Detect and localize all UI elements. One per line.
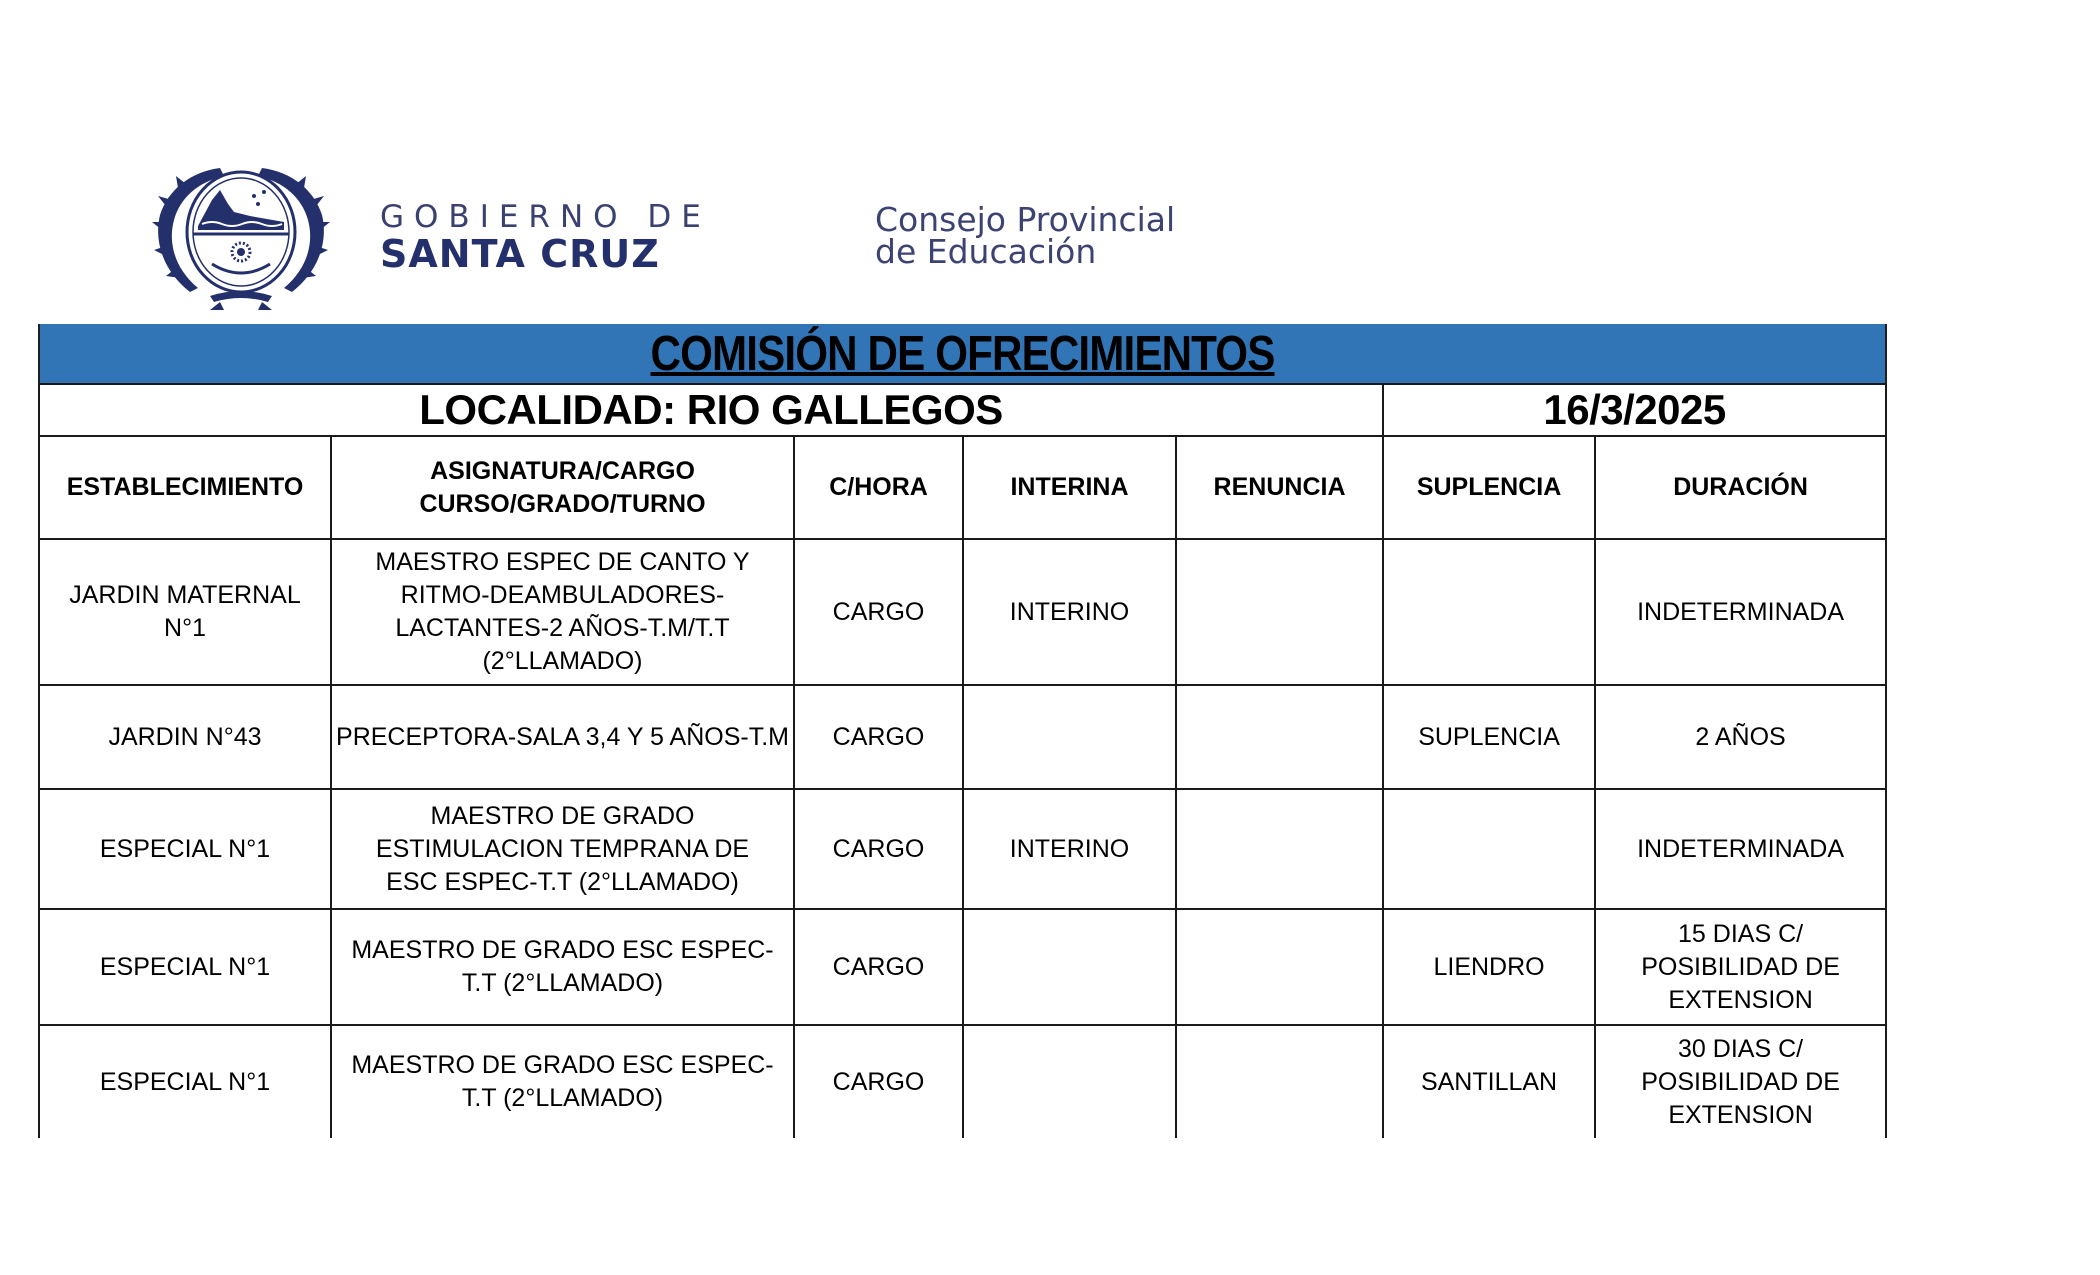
title-band [38,324,1887,383]
column-header-asignatura-text: ASIGNATURA/CARGO CURSO/GRADO/TURNO [419,456,706,518]
cell-interina: INTERINO [963,789,1176,909]
cell-renuncia [1176,789,1383,909]
cell-asignatura: MAESTRO DE GRADO ESC ESPEC-T.T (2°LLAMADO) [331,1025,794,1138]
cell-chora: CARGO [794,539,963,685]
cell-establecimiento: JARDIN MATERNAL N°1 [39,539,331,685]
table-row [39,1025,1886,1138]
cell-duracion: INDETERMINADA [1595,789,1886,909]
brand-santa-cruz: SANTA CRUZ [380,232,660,276]
cell-chora: CARGO [794,909,963,1025]
table-row [39,539,1886,685]
column-header-establecimiento: ESTABLECIMIENTO [39,436,331,539]
cell-duracion: 30 DIAS C/ POSIBILIDAD DE EXTENSION [1595,1025,1886,1138]
cell-interina [963,909,1176,1025]
cell-chora: CARGO [794,1025,963,1138]
cell-renuncia [1176,685,1383,789]
santa-cruz-seal-icon [150,160,332,310]
cell-asignatura: PRECEPTORA-SALA 3,4 Y 5 AÑOS-T.M [331,685,794,789]
cell-suplencia [1383,789,1595,909]
cell-interina [963,1025,1176,1138]
cell-asignatura: MAESTRO DE GRADO ESTIMULACION TEMPRANA DE ESC ESPEC-T.T (2°LLAMADO) [331,789,794,909]
consejo-provincial-brand [875,200,1176,271]
date-label: 16/3/2025 [1383,384,1886,436]
cell-interina: INTERINO [963,539,1176,685]
cell-establecimiento: ESPECIAL N°1 [39,1025,331,1138]
cell-renuncia [1176,539,1383,685]
locality-row [39,384,1886,436]
column-header-duracion: DURACIÓN [1595,436,1886,539]
cell-chora: CARGO [794,789,963,909]
cell-asignatura: MAESTRO ESPEC DE CANTO Y RITMO-DEAMBULADORES-LACTANTES-2 AÑOS-T.M/T.T (2°LLAMADO) [331,539,794,685]
brand-gobierno-de: GOBIERNO DE [380,199,711,235]
column-header-interina: INTERINA [963,436,1176,539]
cell-duracion: 15 DIAS C/ POSIBILIDAD DE EXTENSION [1595,909,1886,1025]
cell-asignatura: MAESTRO DE GRADO ESC ESPEC-T.T (2°LLAMADO) [331,909,794,1025]
column-header-asignatura [331,436,794,539]
cell-suplencia: SANTILLAN [1383,1025,1595,1138]
column-header-suplencia: SUPLENCIA [1383,436,1595,539]
table-row [39,909,1886,1025]
cell-establecimiento: JARDIN N°43 [39,685,331,789]
cell-duracion: 2 AÑOS [1595,685,1886,789]
cell-interina [963,685,1176,789]
table-row [39,685,1886,789]
column-header-chora: C/HORA [794,436,963,539]
column-header-renuncia: RENUNCIA [1176,436,1383,539]
cell-duracion: INDETERMINADA [1595,539,1886,685]
cell-suplencia: LIENDRO [1383,909,1595,1025]
cell-renuncia [1176,1025,1383,1138]
cell-suplencia: SUPLENCIA [1383,685,1595,789]
brand-consejo-provincial: Consejo Provincial [875,200,1176,239]
cell-renuncia [1176,909,1383,1025]
brand-de-educacion: de Educación [875,232,1097,271]
offers-sheet [38,324,1885,1144]
gobierno-santa-cruz-brand [380,200,711,274]
cell-chora: CARGO [794,685,963,789]
cell-suplencia [1383,539,1595,685]
cell-establecimiento: ESPECIAL N°1 [39,789,331,909]
offers-table [38,383,1887,1138]
table-header-row [39,436,1886,539]
cell-establecimiento: ESPECIAL N°1 [39,909,331,1025]
page-title: COMISIÓN DE OFRECIMIENTOS [650,327,1275,381]
locality-label: LOCALIDAD: RIO GALLEGOS [39,384,1383,436]
table-row [39,789,1886,909]
